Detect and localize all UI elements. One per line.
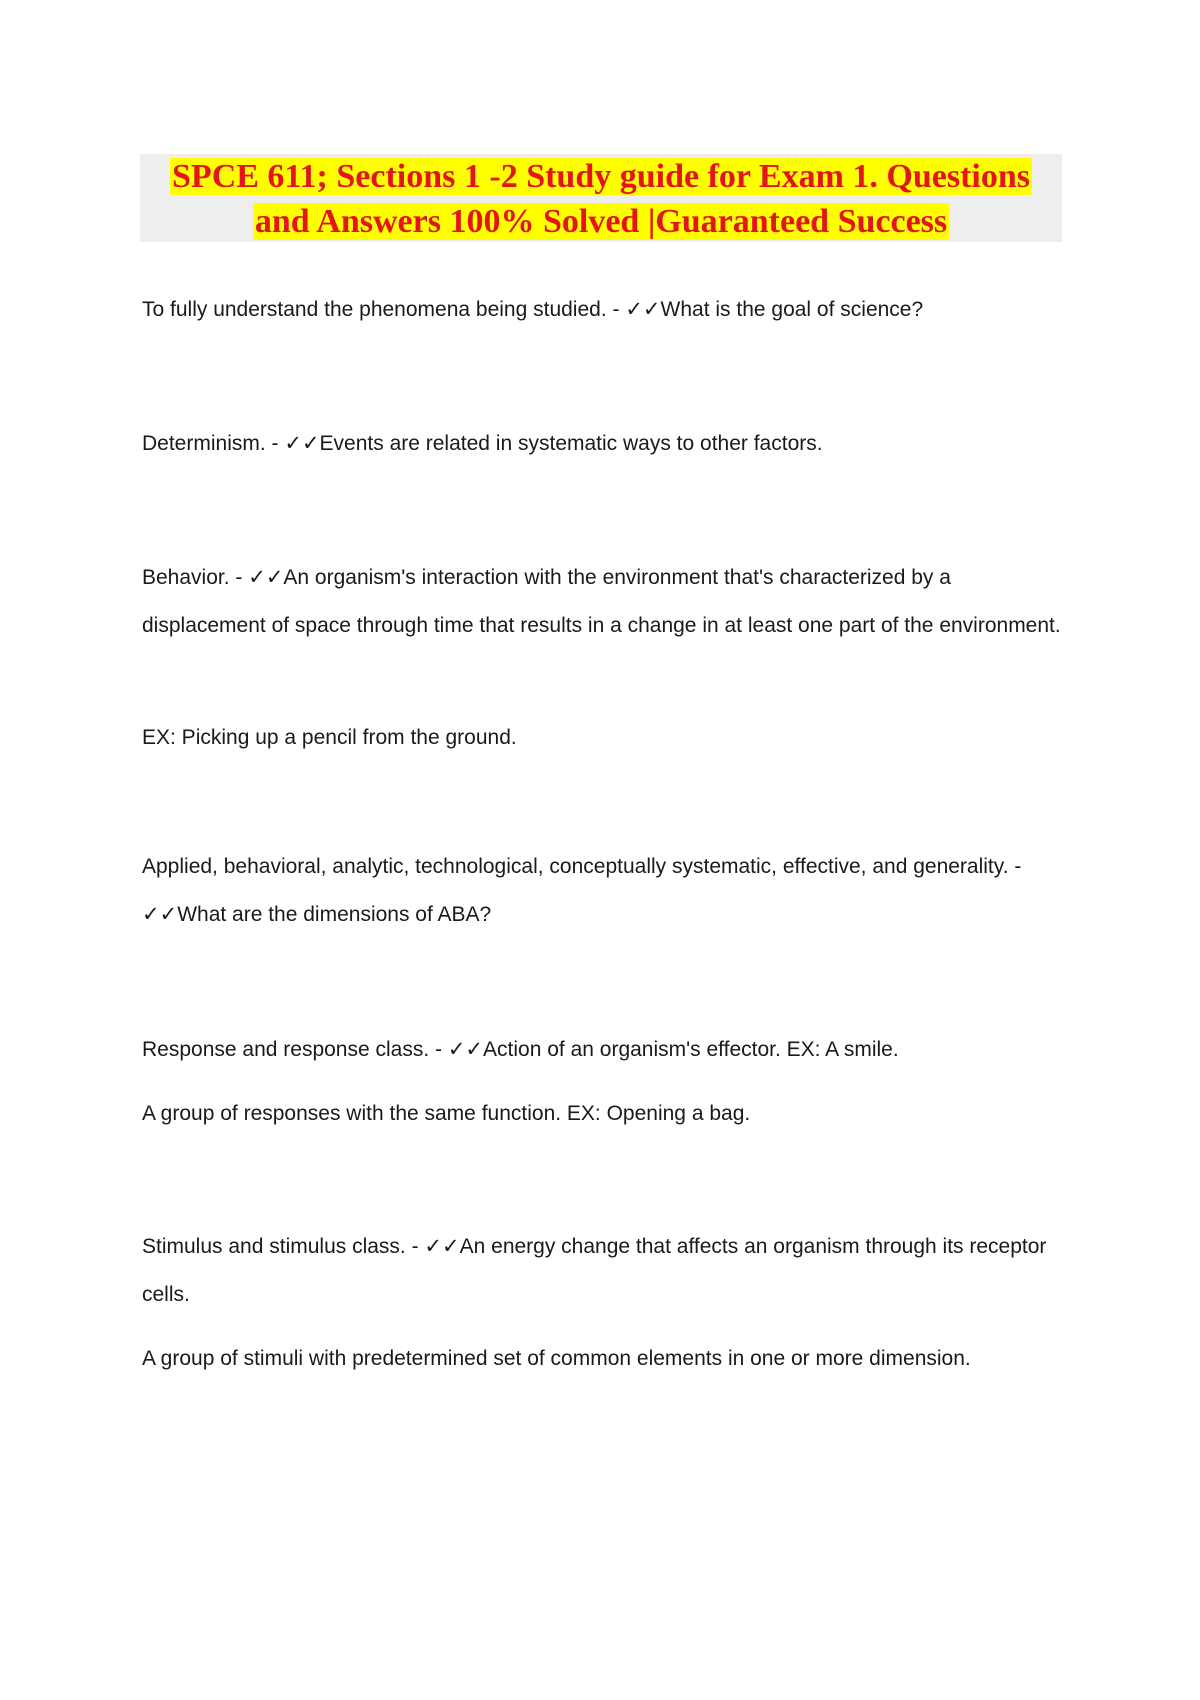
qa-entry-determinism: Determinism. - ✓✓Events are related in systematic ways to other factors.	[142, 432, 823, 455]
qa-entry-dimensions-of-aba: Applied, behavioral, analytic, technological, conceptually systematic, effective, and generality. - ✓✓What are the dimensions of ABA?	[142, 855, 1022, 926]
qa-entry-response: Response and response class. - ✓✓Action of an organism's effector. EX: A smile.	[142, 1038, 899, 1061]
title-line-2: and Answers 100% Solved |Guaranteed Success	[254, 203, 948, 240]
qa-entry-stimulus-class: A group of stimuli with predetermined set of common elements in one or more dimension.	[142, 1347, 971, 1370]
qa-entry-response-class: A group of responses with the same function. EX: Opening a bag.	[142, 1102, 751, 1125]
document-title	[140, 154, 1062, 242]
qa-entry-behavior: Behavior. - ✓✓An organism's interaction with the environment that's characterized by a displacement of space through time that results in a change in at least one part of the environment.	[142, 566, 1061, 637]
qa-entry-goal-of-science: To fully understand the phenomena being studied. - ✓✓What is the goal of science?	[142, 298, 924, 321]
qa-entry-behavior-example: EX: Picking up a pencil from the ground.	[142, 726, 517, 749]
title-line-1: SPCE 611; Sections 1 -2 Study guide for Exam 1. Questions	[172, 158, 1030, 195]
qa-entry-stimulus: Stimulus and stimulus class. - ✓✓An energy change that affects an organism through its receptor cells.	[142, 1235, 1047, 1306]
